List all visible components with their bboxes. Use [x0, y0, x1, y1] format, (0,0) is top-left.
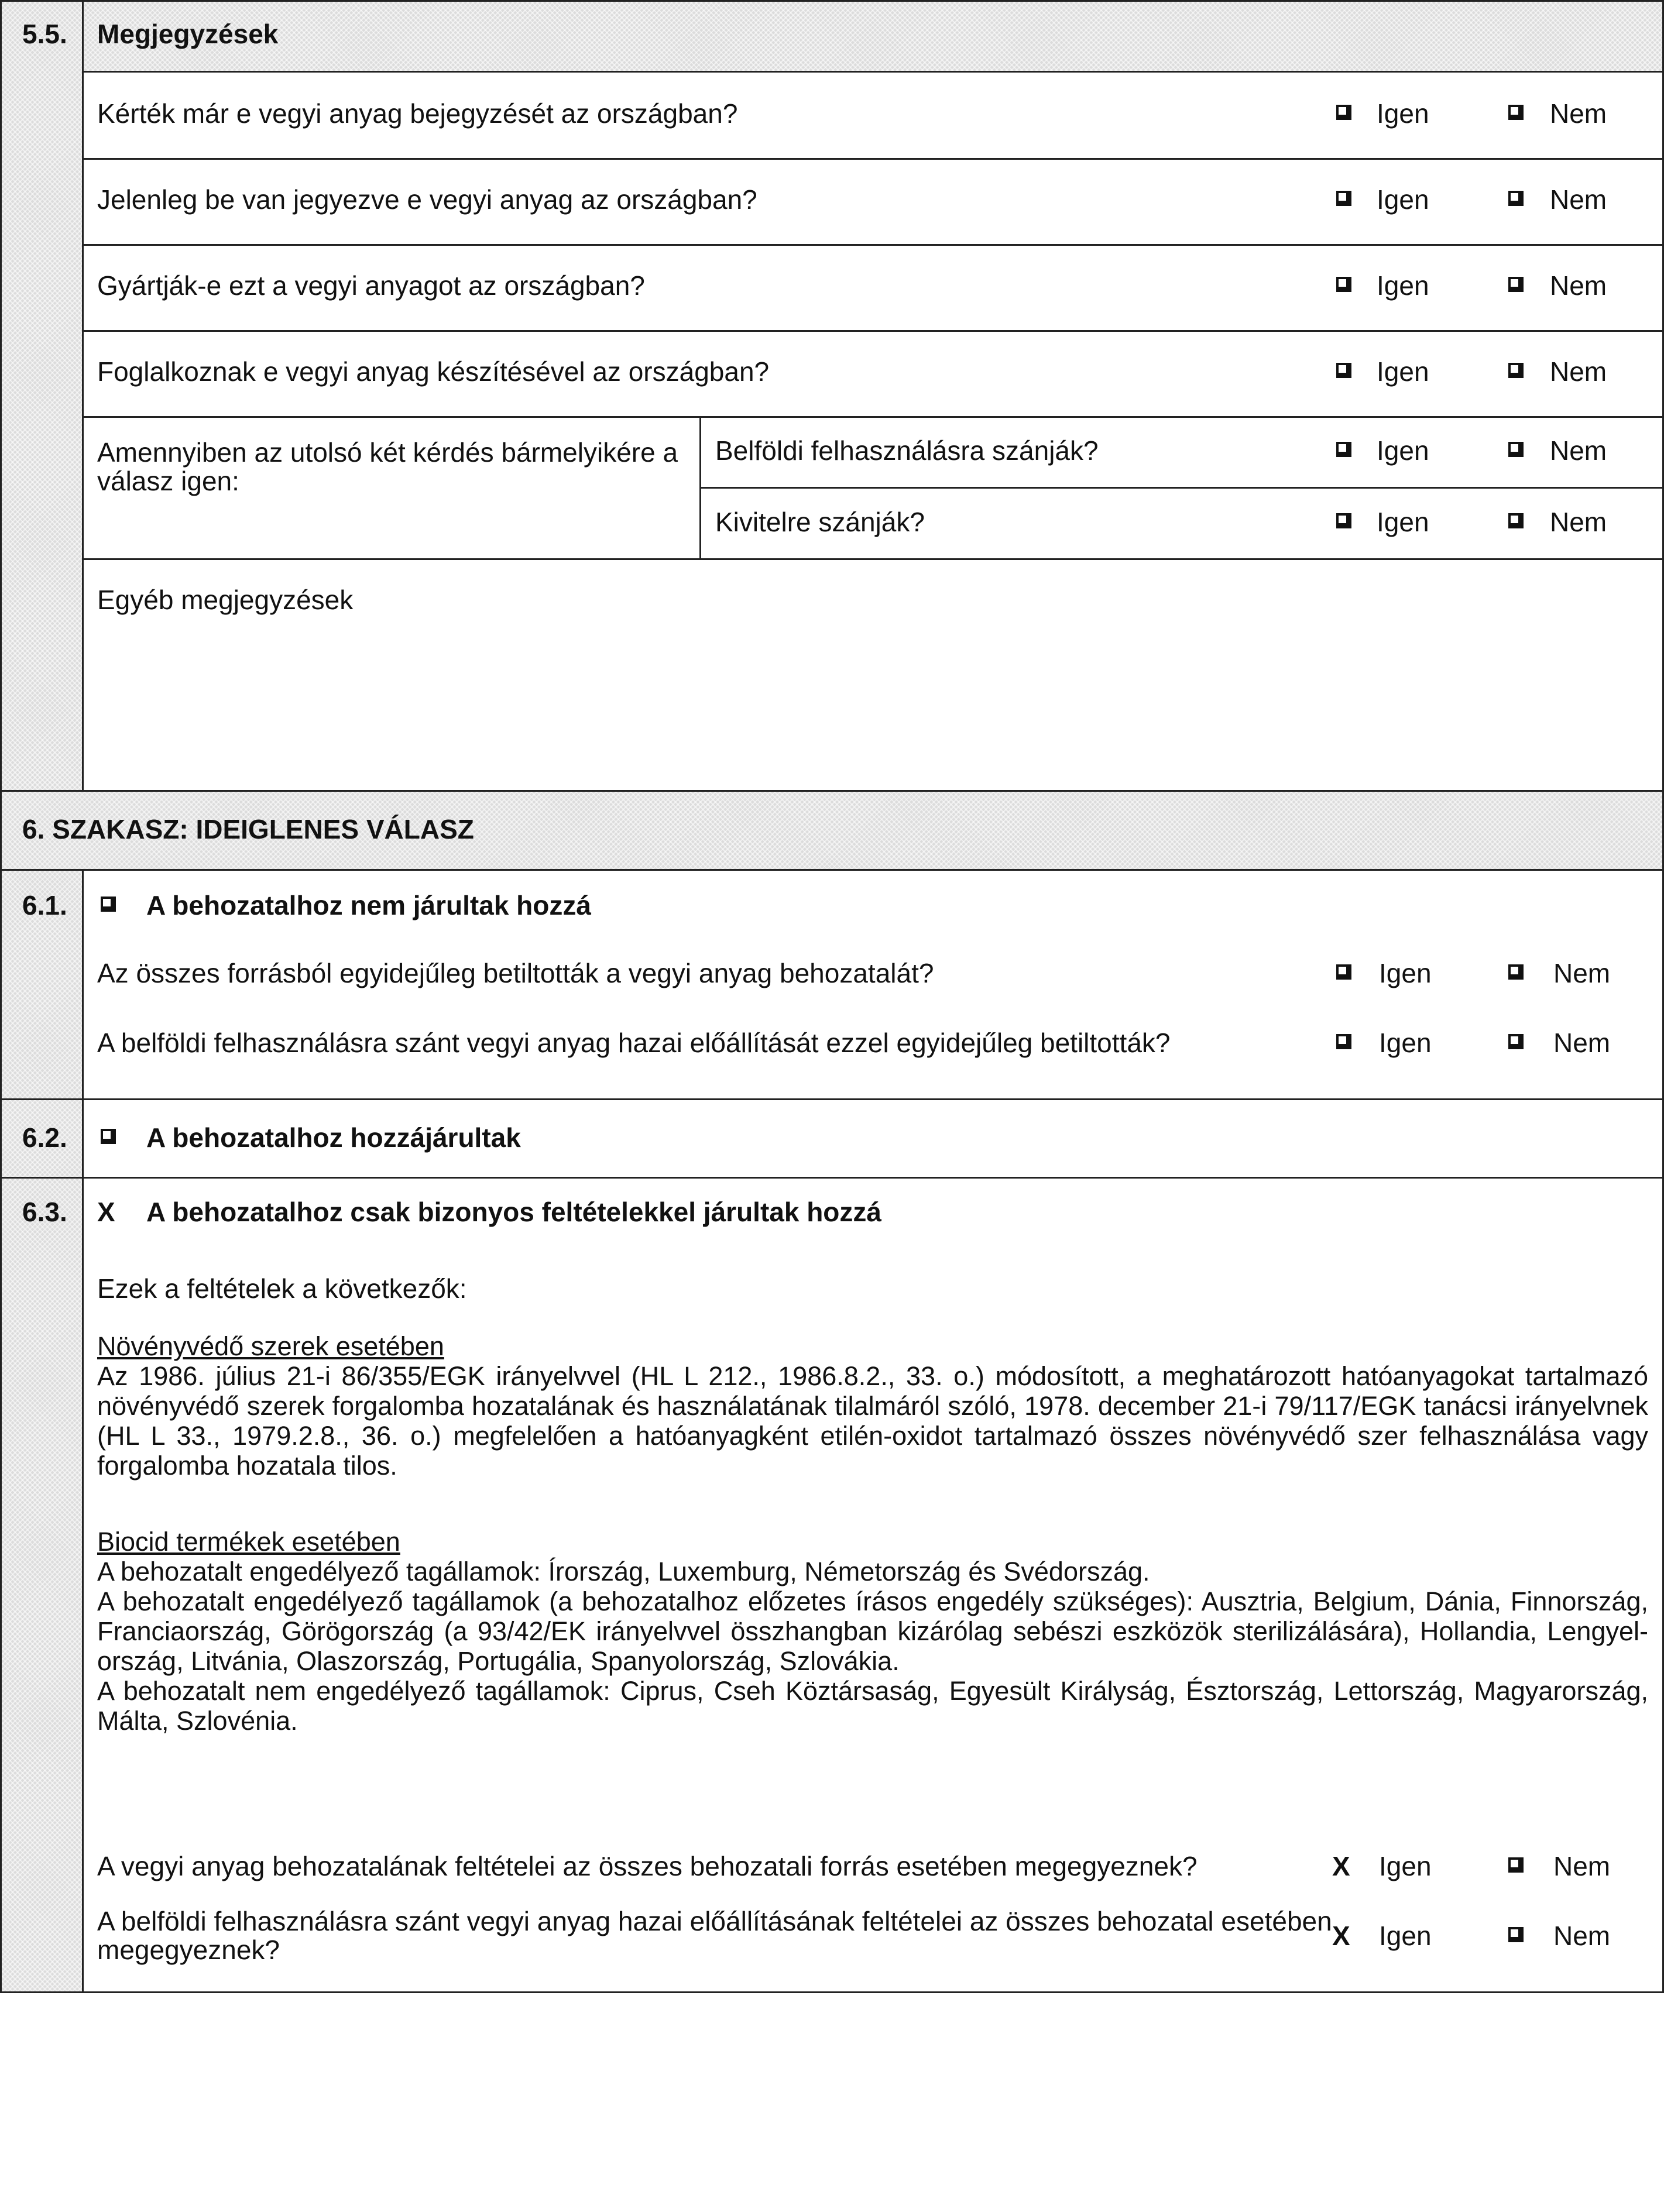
biocide-not-allowed-states: A behozatalt nem engedélyező tagállamok: Ciprus, Cseh Köztársaság, Egyesült Királyság, Észtország, Lettország, Magyarország, Málta, Szlovénia. [97, 1676, 1648, 1736]
checkbox-yes[interactable] [1336, 191, 1351, 206]
yes-label: Igen [1377, 184, 1429, 215]
checked-mark[interactable]: X [97, 1197, 115, 1227]
question-export: Kivitelre szánják? [715, 507, 925, 537]
question-domestic-use: Belföldi felhasználásra szánják? [715, 435, 1099, 466]
checkbox-no[interactable] [1508, 964, 1524, 980]
checkbox-consented[interactable] [101, 1129, 116, 1144]
section-5-5-header-band [83, 2, 1662, 71]
yes-label: Igen [1377, 356, 1429, 387]
yes-label: Igen [1379, 958, 1432, 988]
checkbox-yes[interactable] [1336, 1034, 1351, 1049]
yes-label: Igen [1379, 1851, 1432, 1881]
no-label: Nem [1550, 184, 1607, 215]
divider [83, 158, 1663, 160]
no-label: Nem [1550, 98, 1607, 129]
checkbox-no[interactable] [1508, 442, 1524, 457]
column-divider [82, 869, 84, 1993]
plant-protection-text: Az 1986. július 21-i 86/355/EGK irányelvvel (HL L 212., 1986.8.2., 33. o.) módosított, a meghatározott hatóanyagokat tartalmazó növényvédő szerek forgalomba hozatalának és használatának tilalmáról szóló, 1978. december 21-i 79/117/EGK tanácsi irányelvnek (HL L 33., 1979.2.8., 36. o.) megfelelően a hatóanyagként etilén-oxidot tartalmazó összes növényvédő szer felhasználása vagy forgalomba hozatala tilos. [97, 1361, 1648, 1481]
no-label: Nem [1550, 356, 1607, 387]
question-registration-requested: Kérték már e vegyi anyag bejegyzését az országban? [97, 98, 738, 129]
checked-mark-yes[interactable]: X [1332, 1851, 1350, 1881]
column-divider [82, 0, 84, 791]
question-domestic-production-banned: A belföldi felhasználásra szánt vegyi anyag hazai előállítását ezzel egyidejűleg betiltották? [97, 1028, 1171, 1058]
yes-label: Igen [1377, 270, 1429, 301]
divider [83, 416, 1663, 418]
column-divider [699, 416, 701, 559]
yes-label: Igen [1377, 435, 1429, 466]
question-same-conditions-all-sources: A vegyi anyag behozatalának feltételei az összes behozatali forrás esetében megegyeznek? [97, 1851, 1198, 1881]
question-same-conditions-domestic-line1: A belföldi felhasználásra szánt vegyi anyag hazai előállításának feltételei az összes behozatal esetében [97, 1906, 1332, 1936]
divider [0, 790, 1664, 792]
biocide-heading: Biocid termékek esetében [97, 1527, 400, 1557]
checkbox-yes[interactable] [1336, 105, 1351, 120]
checkbox-no[interactable] [1508, 363, 1524, 378]
biocide-prior-consent-states: A behozatalt engedélyező tagállamok (a behozatalhoz előzetes írásos engedély szükséges): Ausztria, Belgium, Dánia, Finnország, Franciaország, Görögország (a 93/42/EK irányelvvel összhangban kizárólag sebészi eszközök sterilizálására), Hollandia, Lengyelország, Litvánia, Olaszország, Portugália, Spanyolország, Szlovákia. [97, 1586, 1648, 1676]
question-same-conditions-domestic-line2: megegyeznek? [97, 1935, 280, 1965]
section-title: Megjegyzések [97, 19, 279, 49]
checkbox-no[interactable] [1508, 191, 1524, 206]
divider [83, 558, 1663, 560]
section-number: 5.5. [22, 19, 67, 49]
no-label: Nem [1553, 1921, 1611, 1951]
section-number: 6.3. [22, 1197, 67, 1227]
divider [83, 244, 1663, 246]
checkbox-no[interactable] [1508, 513, 1524, 528]
section-number: 6.2. [22, 1122, 67, 1153]
biocide-block [97, 1527, 1648, 1736]
conditional-label-line2: válasz igen: [97, 466, 239, 496]
checkbox-yes[interactable] [1336, 513, 1351, 528]
divider [0, 869, 1664, 871]
checkbox-no[interactable] [1508, 1927, 1524, 1942]
divider [0, 1098, 1664, 1100]
no-label: Nem [1553, 958, 1611, 988]
divider [700, 487, 1663, 489]
checked-mark-yes[interactable]: X [1332, 1921, 1350, 1951]
option-consented-with-conditions: A behozatalhoz csak bizonyos feltételekkel járultak hozzá [146, 1197, 881, 1227]
checkbox-not-consented[interactable] [101, 897, 116, 912]
conditions-intro: Ezek a feltételek a következők: [97, 1273, 467, 1304]
checkbox-yes[interactable] [1336, 442, 1351, 457]
section-6-title: 6. SZAKASZ: IDEIGLENES VÁLASZ [22, 814, 474, 844]
biocide-allowed-states: A behozatalt engedélyező tagállamok: Írország, Luxemburg, Németország és Svédország. [97, 1557, 1150, 1586]
plant-protection-heading: Növényvédő szerek esetében [97, 1331, 444, 1361]
no-label: Nem [1550, 507, 1607, 537]
no-label: Nem [1553, 1851, 1611, 1881]
no-label: Nem [1553, 1028, 1611, 1058]
question-registered: Jelenleg be van jegyezve e vegyi anyag az országban? [97, 184, 757, 215]
divider [0, 1177, 1664, 1179]
checkbox-no[interactable] [1508, 1857, 1524, 1873]
section-number: 6.1. [22, 890, 67, 920]
divider [83, 71, 1663, 73]
checkbox-yes[interactable] [1336, 277, 1351, 292]
question-formulated: Foglalkoznak e vegyi anyag készítésével az országban? [97, 356, 770, 387]
yes-label: Igen [1377, 98, 1429, 129]
checkbox-yes[interactable] [1336, 363, 1351, 378]
option-not-consented: A behozatalhoz nem járultak hozzá [146, 890, 591, 920]
other-remarks-label: Egyéb megjegyzések [97, 585, 354, 615]
question-manufactured: Gyártják-e ezt a vegyi anyagot az országban? [97, 270, 645, 301]
plant-protection-block [97, 1331, 1648, 1481]
divider [83, 330, 1663, 332]
no-label: Nem [1550, 270, 1607, 301]
yes-label: Igen [1377, 507, 1429, 537]
checkbox-no[interactable] [1508, 277, 1524, 292]
checkbox-no[interactable] [1508, 1034, 1524, 1049]
question-all-sources-banned: Az összes forrásból egyidejűleg betiltották a vegyi anyag behozatalát? [97, 958, 934, 988]
yes-label: Igen [1379, 1921, 1432, 1951]
option-consented: A behozatalhoz hozzájárultak [146, 1122, 521, 1153]
conditional-label-line1: Amennyiben az utolsó két kérdés bármelyikére a [97, 437, 678, 468]
checkbox-yes[interactable] [1336, 964, 1351, 980]
checkbox-no[interactable] [1508, 105, 1524, 120]
no-label: Nem [1550, 435, 1607, 466]
yes-label: Igen [1379, 1028, 1432, 1058]
left-number-column [2, 2, 83, 1991]
